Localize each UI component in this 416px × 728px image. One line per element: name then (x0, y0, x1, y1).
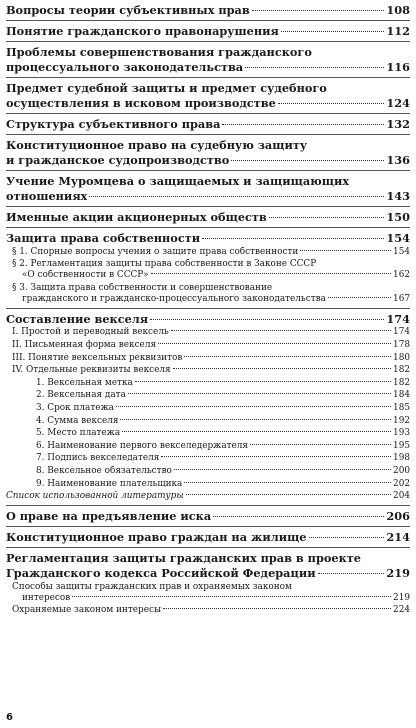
toc-page-number: 116 (386, 60, 410, 74)
toc-entry[interactable] (6, 416, 410, 427)
toc-entry-title: § 2. Регламентация защиты права собственности в Законе СССР (12, 259, 317, 270)
toc-page-number: 182 (393, 365, 410, 376)
toc-page-number: 202 (393, 478, 410, 489)
toc-entry-title: 6. Наименование первого векселедержателя (36, 440, 249, 451)
toc-page-number: 224 (393, 605, 410, 616)
toc-entry[interactable] (6, 428, 410, 439)
dot-leader (202, 238, 384, 239)
toc-entry-title: I. Простой и переводный вексель (12, 327, 169, 338)
dot-leader (278, 103, 385, 104)
dot-leader (122, 431, 391, 432)
toc-entry[interactable] (6, 45, 410, 74)
toc-entry[interactable] (6, 353, 410, 364)
dot-leader (120, 419, 391, 420)
toc-page-number: 192 (393, 415, 410, 426)
divider (6, 505, 410, 506)
toc-entry-title: Способы защиты гражданских прав и охраняемых законом (12, 581, 292, 592)
toc-entry[interactable] (6, 530, 410, 544)
toc-page-number: 150 (386, 210, 410, 224)
toc-entry-title: Регламентация защиты гражданских прав в проекте (6, 551, 361, 566)
toc-page-number: 112 (386, 24, 410, 38)
toc-entry-title: § 3. Защита права собственности и совершенствование (12, 282, 273, 293)
toc-page-number: 132 (386, 117, 410, 131)
toc-entry-title: 2. Вексельная дата (36, 390, 126, 401)
dot-leader (245, 67, 384, 68)
toc-page-number: 174 (386, 311, 410, 326)
toc-entry-title: «О собственности в СССР» (22, 270, 149, 281)
toc-page-number: 180 (393, 352, 410, 363)
toc-page-number: 219 (386, 566, 410, 581)
toc-page-number: 198 (393, 453, 410, 464)
toc-entry[interactable] (6, 174, 410, 203)
toc-entry-title: Список использованной литературы (6, 491, 184, 502)
toc-entry[interactable] (6, 210, 410, 224)
toc-entry[interactable] (6, 403, 410, 414)
toc-entry-title: и гражданское судопроизводство (6, 153, 230, 167)
dot-leader (252, 10, 385, 11)
toc-entry-title: Учение Муромцева о защищаемых и защищающих (6, 174, 350, 188)
toc-entry[interactable] (6, 453, 410, 464)
divider (6, 20, 410, 21)
toc-entry[interactable] (6, 491, 410, 502)
toc-entry[interactable] (6, 231, 410, 245)
dot-leader (309, 537, 385, 538)
toc-page-number: 108 (386, 3, 410, 17)
toc-entry[interactable] (6, 582, 410, 604)
toc-entry-title: Конституционное право граждан на жилище (6, 530, 307, 545)
divider (6, 227, 410, 228)
toc-entry[interactable] (6, 390, 410, 401)
dot-leader (186, 494, 391, 495)
toc-page-number: 174 (393, 327, 410, 338)
toc-page-number: 154 (393, 246, 410, 257)
toc-entry[interactable] (6, 247, 410, 258)
toc-entry[interactable] (6, 551, 410, 580)
toc-entry-title: Гражданского кодекса Российской Федерации (6, 566, 316, 581)
toc-page-number: 162 (393, 270, 410, 281)
toc-entry[interactable] (6, 466, 410, 477)
toc-entry-title: отношениях (6, 189, 88, 203)
toc-page-number: 200 (393, 465, 410, 476)
toc-entry-title: Конституционное право на судебную защиту (6, 138, 308, 152)
toc-page-number: 204 (393, 491, 410, 502)
page-number: 6 (6, 712, 13, 723)
toc-entry-title: 3. Срок платежа (36, 402, 114, 413)
dot-leader (173, 368, 391, 369)
dot-leader (171, 330, 391, 331)
toc-page-number: 193 (393, 428, 410, 439)
toc-entry-title: Предмет судебной защиты и предмет судебного (6, 81, 327, 95)
dot-leader (184, 482, 391, 483)
toc-entry[interactable] (6, 259, 410, 281)
divider (6, 547, 410, 548)
dot-leader (150, 319, 384, 320)
divider (6, 308, 410, 309)
toc-entry[interactable] (6, 3, 410, 17)
divider (6, 170, 410, 171)
dot-leader (269, 217, 385, 218)
toc-entry[interactable] (6, 81, 410, 110)
toc-entry-title: 4. Сумма векселя (36, 415, 119, 426)
divider (6, 77, 410, 78)
toc-entry-title: Вопросы теории субъективных прав (6, 3, 250, 17)
toc-entry-title: интересов (22, 592, 71, 603)
dot-leader (158, 343, 391, 344)
dot-leader (318, 573, 385, 574)
toc-page-number: 167 (393, 293, 410, 304)
divider (6, 526, 410, 527)
toc-entry[interactable] (6, 509, 410, 523)
dot-leader (184, 356, 391, 357)
dot-leader (300, 250, 391, 251)
toc-page-number: 214 (386, 530, 410, 545)
toc-entry-title: 1. Вексельная метка (36, 377, 133, 388)
dot-leader (174, 469, 391, 470)
toc-entry[interactable] (6, 24, 410, 38)
toc-page-number: 185 (393, 402, 410, 413)
toc-page-number: 154 (386, 231, 410, 245)
toc-page-number: 136 (386, 153, 410, 167)
toc-entry-title: Именные акции акционерных обществ (6, 210, 267, 224)
toc-entry-title: Охраняемые законом интересы (12, 605, 162, 616)
toc-entry-title: IV. Отдельные реквизиты векселя (12, 365, 171, 376)
toc-page-number: 184 (393, 390, 410, 401)
toc-entry-title: Защита права собственности (6, 231, 201, 245)
toc-page-number: 195 (393, 440, 410, 451)
dot-leader (231, 160, 384, 161)
toc-entry-title: Проблемы совершенствования гражданского (6, 45, 312, 59)
toc-page-number: 219 (393, 592, 410, 603)
dot-leader (72, 596, 391, 597)
toc-entry[interactable] (6, 365, 410, 376)
toc-entry[interactable] (6, 283, 410, 305)
divider (6, 113, 410, 114)
dot-leader (151, 273, 391, 274)
toc-entry-title: 7. Подпись векселедателя (36, 453, 160, 464)
toc-page-number: 143 (386, 189, 410, 203)
toc-entry[interactable] (6, 378, 410, 389)
toc-entry-title: осуществления в исковом производстве (6, 96, 276, 110)
divider (6, 206, 410, 207)
toc-entry-title: О праве на предъявление иска (6, 509, 212, 524)
dot-leader (328, 297, 391, 298)
toc-entry-title: III. Понятие вексельных реквизитов (12, 352, 183, 363)
toc-entry-title: 5. Место платежа (36, 428, 121, 439)
toc-entry-title: Составление векселя (6, 311, 149, 326)
toc-entry-title: § 1. Спорные вопросы учения о защите права собственности (12, 246, 299, 257)
divider (6, 134, 410, 135)
dot-leader (222, 124, 384, 125)
toc-page-number: 124 (386, 96, 410, 110)
toc-entry[interactable] (6, 312, 410, 326)
toc-entry-title: процессуального законодательства (6, 60, 244, 74)
dot-leader (116, 406, 391, 407)
toc-entry-title: Понятие гражданского правонарушения (6, 24, 279, 38)
toc-entry[interactable] (6, 340, 410, 351)
dot-leader (163, 608, 391, 609)
toc-entry[interactable] (6, 479, 410, 490)
toc-entry-title: 9. Наименование плательщика (36, 478, 183, 489)
toc-entry-title: II. Письменная форма векселя (12, 339, 157, 350)
dot-leader (128, 393, 391, 394)
dot-leader (135, 381, 391, 382)
table-of-contents (6, 3, 410, 616)
toc-entry-title: 8. Вексельное обязательство (36, 465, 172, 476)
dot-leader (281, 31, 385, 32)
toc-entry-title: Структура субъективного права (6, 117, 221, 131)
toc-page-number: 182 (393, 377, 410, 388)
dot-leader (161, 456, 391, 457)
dot-leader (89, 196, 384, 197)
toc-page-number: 206 (386, 509, 410, 524)
toc-entry[interactable] (6, 327, 410, 338)
dot-leader (213, 516, 384, 517)
toc-page-number: 178 (393, 339, 410, 350)
toc-entry-title: гражданского и гражданско-процессуального законодательства (22, 293, 326, 304)
toc-entry[interactable] (6, 138, 410, 167)
dot-leader (250, 444, 391, 445)
divider (6, 41, 410, 42)
toc-entry[interactable] (6, 117, 410, 131)
toc-entry[interactable] (6, 605, 410, 616)
toc-entry[interactable] (6, 441, 410, 452)
